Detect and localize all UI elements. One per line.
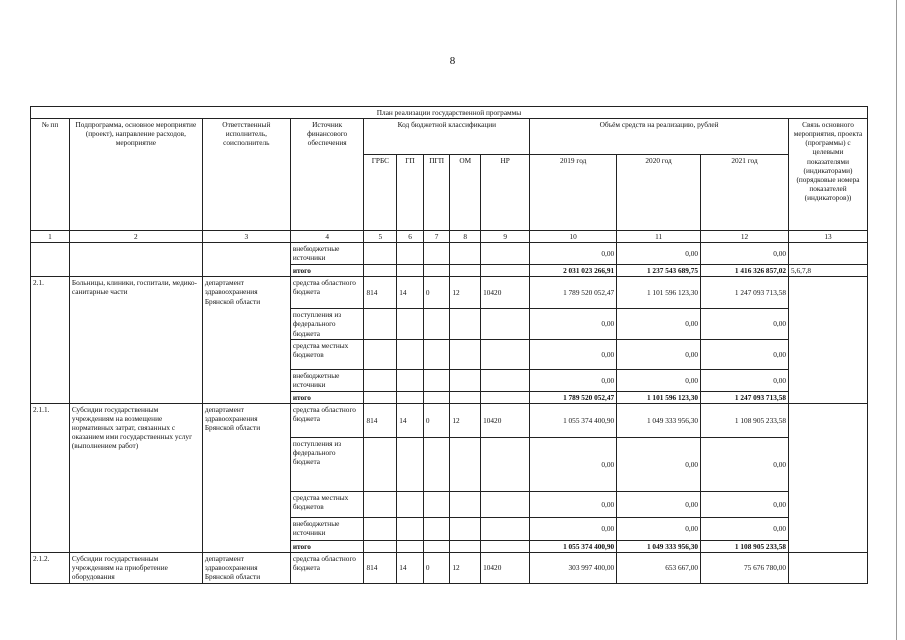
program-name: Больницы, клиники, госпитали, медико-санитарные части <box>69 277 202 403</box>
column-number: 8 <box>450 231 481 243</box>
header-gp: ГП <box>397 155 424 231</box>
column-number: 7 <box>423 231 450 243</box>
header-source: Источник финансового обеспечения <box>290 119 364 231</box>
header-executor: Ответственный исполнитель, соисполнитель <box>202 119 290 231</box>
total-label: итого <box>290 391 364 403</box>
executor-name: департамент здравоохранения Брянской области <box>202 403 290 552</box>
total-2021: 1 108 905 233,58 <box>701 540 789 552</box>
row-number: 2.1. <box>31 277 70 403</box>
amount-2019: 0,00 <box>530 309 617 339</box>
amount-2019: 1 789 520 052,47 <box>530 277 617 309</box>
amount-2020: 0,00 <box>617 339 701 369</box>
total-2020: 1 237 543 689,75 <box>617 265 701 277</box>
amount-2021: 1 247 093 713,58 <box>701 277 789 309</box>
header-grbs: ГРБС <box>364 155 397 231</box>
source-label: поступления из федерального бюджета <box>290 309 364 339</box>
code-pgp: 0 <box>423 277 450 309</box>
header-funds: Объём средств на реализацию, рублей <box>530 119 789 155</box>
header-2020: 2020 год <box>617 155 701 231</box>
row-number: 2.1.1. <box>31 403 70 552</box>
code-om: 12 <box>450 403 481 437</box>
table-row <box>31 277 868 309</box>
amount-2020: 1 049 333 956,30 <box>617 403 701 437</box>
amount-2021: 0,00 <box>701 309 789 339</box>
source-label: внебюджетные источники <box>290 517 364 540</box>
amount-2019: 0,00 <box>530 339 617 369</box>
total-label: итого <box>290 265 364 277</box>
header-program: Подпрограмма, основное мероприятие (проект), направление расходов, мероприятие <box>69 119 202 231</box>
header-2021: 2021 год <box>701 155 789 231</box>
table-row <box>31 243 868 265</box>
table-title: План реализации государственной программы <box>31 107 868 119</box>
amount-2021: 0,00 <box>701 491 789 517</box>
source-label: средства областного бюджета <box>290 277 364 309</box>
column-number: 2 <box>69 231 202 243</box>
program-name: Субсидии государственным учреждениям на возмещение нормативных затрат, связанных с оказанием ими государственных услуг (выполнением работ) <box>69 403 202 552</box>
header-budget-code: Код бюджетной классификации <box>364 119 530 155</box>
code-pgp: 0 <box>423 403 450 437</box>
code-np: 10420 <box>481 552 530 583</box>
header-2019: 2019 год <box>530 155 617 231</box>
total-2020: 1 049 333 956,30 <box>617 540 701 552</box>
row-number: 2.1.2. <box>31 552 70 583</box>
column-number: 13 <box>789 231 868 243</box>
amount-2020: 0,00 <box>617 517 701 540</box>
total-2019: 2 031 023 266,91 <box>530 265 617 277</box>
amount-2021: 0,00 <box>701 437 789 491</box>
amount-2019: 0,00 <box>530 491 617 517</box>
source-label: средства местных бюджетов <box>290 339 364 369</box>
column-number: 12 <box>701 231 789 243</box>
column-number-row <box>31 231 868 243</box>
column-number: 10 <box>530 231 617 243</box>
code-grbs: 814 <box>364 403 397 437</box>
header-np: НР <box>481 155 530 231</box>
total-2019: 1 055 374 400,90 <box>530 540 617 552</box>
amount-2019: 303 997 400,00 <box>530 552 617 583</box>
amount-2021: 0,00 <box>701 369 789 391</box>
header-num: № пп <box>31 119 70 231</box>
header-om: ОМ <box>450 155 481 231</box>
total-2021: 1 416 326 857,02 <box>701 265 789 277</box>
total-2019: 1 789 520 052,47 <box>530 391 617 403</box>
code-np: 10420 <box>481 277 530 309</box>
header-pgp: ПГП <box>423 155 450 231</box>
amount-2019: 0,00 <box>530 437 617 491</box>
table-row <box>31 552 868 583</box>
header-link: Связь основного мероприятия, проекта (программы) с целевыми показателями (индикаторами) (порядковые номера показателей (индикаторов)) <box>789 119 868 231</box>
amount-2021: 0,00 <box>701 517 789 540</box>
code-pgp: 0 <box>423 552 450 583</box>
amount-2021: 1 108 905 233,58 <box>701 403 789 437</box>
amount-2019: 0,00 <box>530 517 617 540</box>
source-label: внебюджетные источники <box>290 369 364 391</box>
column-number: 11 <box>617 231 701 243</box>
program-name: Субсидии государственным учреждениям на приобретение оборудования <box>69 552 202 583</box>
amount-2020: 653 667,00 <box>617 552 701 583</box>
page-edge-line <box>896 0 897 640</box>
total-label: итого <box>290 540 364 552</box>
indicator-link: 5,6,7,8 <box>789 265 868 277</box>
source-label: поступления из федерального бюджета <box>290 437 364 491</box>
column-number: 4 <box>290 231 364 243</box>
column-number: 9 <box>481 231 530 243</box>
amount-2020: 1 101 596 123,30 <box>617 277 701 309</box>
code-gp: 14 <box>397 277 424 309</box>
column-number: 5 <box>364 231 397 243</box>
code-gp: 14 <box>397 403 424 437</box>
code-om: 12 <box>450 277 481 309</box>
code-np: 10420 <box>481 403 530 437</box>
column-number: 1 <box>31 231 70 243</box>
amount-2021: 0,00 <box>701 339 789 369</box>
source-label: средства областного бюджета <box>290 552 364 583</box>
total-2020: 1 101 596 123,30 <box>617 391 701 403</box>
column-number: 6 <box>397 231 424 243</box>
source-label: внебюджетные источники <box>290 243 364 265</box>
executor-name: департамент здравоохранения Брянской области <box>202 277 290 403</box>
code-grbs: 814 <box>364 277 397 309</box>
code-om: 12 <box>450 552 481 583</box>
amount-2021: 0,00 <box>701 243 789 265</box>
amount-2019: 0,00 <box>530 369 617 391</box>
code-gp: 14 <box>397 552 424 583</box>
amount-2020: 0,00 <box>617 369 701 391</box>
executor-name: департамент здравоохранения Брянской области <box>202 552 290 583</box>
source-label: средства областного бюджета <box>290 403 364 437</box>
table-row <box>31 403 868 437</box>
source-label: средства местных бюджетов <box>290 491 364 517</box>
column-number: 3 <box>202 231 290 243</box>
total-2021: 1 247 093 713,58 <box>701 391 789 403</box>
plan-table <box>30 106 868 584</box>
amount-2021: 75 676 780,00 <box>701 552 789 583</box>
amount-2020: 0,00 <box>617 437 701 491</box>
amount-2020: 0,00 <box>617 309 701 339</box>
code-grbs: 814 <box>364 552 397 583</box>
amount-2020: 0,00 <box>617 491 701 517</box>
page-number: 8 <box>449 55 456 67</box>
amount-2019: 1 055 374 400,90 <box>530 403 617 437</box>
amount-2019: 0,00 <box>530 243 617 265</box>
amount-2020: 0,00 <box>617 243 701 265</box>
